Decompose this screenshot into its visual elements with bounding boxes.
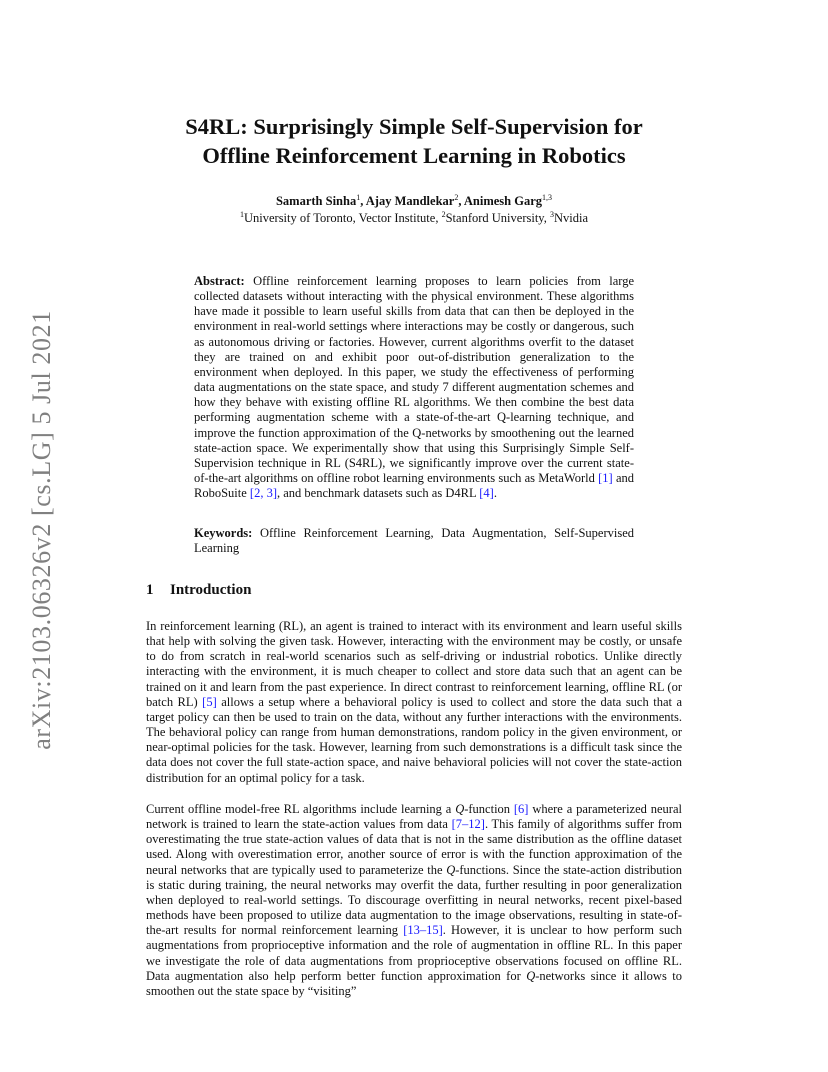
paragraph-text: -functions. Since the state-action distribution is static during training, the neural networks may overfit the data, further resulting in poor generalization when deployed to real-world settings. To discourage overfitting in neural networks, recent pixel-based methods have been proposed to utilize data augmentation to the image observations, resulting in state-of-the-art results for normal reinforcement learning bbox=[146, 862, 682, 938]
citation-link[interactable]: [1] bbox=[598, 471, 613, 486]
affiliation-mark: 3 bbox=[549, 210, 554, 219]
affiliation-text: University of Toronto, Vector Institute, bbox=[243, 211, 442, 225]
author-block bbox=[100, 193, 728, 227]
citation-link[interactable]: [13–15] bbox=[403, 923, 443, 938]
paragraph-text: -networks since it allows to smoothen out the state space by “visiting” bbox=[146, 968, 682, 998]
keywords bbox=[194, 526, 634, 556]
arxiv-identifier: arXiv:2103.06326v2 [cs.LG] 5 Jul 2021 bbox=[27, 310, 57, 750]
affiliation-list bbox=[100, 210, 728, 227]
section-title: Introduction bbox=[170, 582, 252, 598]
paragraph-text: allows a setup where a behavioral policy is used to collect and store the data such that a target policy can then be used to train on the data, without any further interactions with the environments. The behavioral policy can range from human demonstrations, random policy in the given environment, or near-optimal policies for the task. However, learning from such demonstrations is a difficult task since the data does not cover the full state-action space, and naive behavioral policies will not cover the state-action distribution for an optimal policy for a task. bbox=[146, 694, 682, 785]
affiliation-mark: 1 bbox=[239, 210, 244, 219]
citation-link[interactable]: [4] bbox=[479, 486, 494, 501]
paragraph-text: Current offline model-free RL algorithms include learning a bbox=[146, 802, 456, 816]
paragraph-text: In reinforcement learning (RL), an agent is trained to interact with its environment and learn useful skills that help with solving the given task. However, interacting with the environment may be costly, or unsafe to do from scratch in real-world scenarios such as self-driving or industrial robotics. Unlike directly interacting with the environment, it is much cheaper to collect and store data such that an agent can be trained on it and learn from the past experience. In direct contrast to reinforcement learning, offline RL (or batch RL) bbox=[146, 619, 682, 709]
abstract-text: and RoboSuite bbox=[194, 471, 634, 501]
author-name: Ajay Mandlekar bbox=[365, 194, 455, 208]
author-name: Animesh Garg bbox=[463, 194, 543, 208]
abstract-label: Abstract: bbox=[194, 274, 245, 288]
paragraph-text: . However, it is unclear to how perform such augmentations from proprioceptive information and the role of augmentation in offline RL. In this paper we investigate the role of data augmentations from proprioceptive observations focused on offline RL. Data augmentation also help perform better function approximation for bbox=[146, 923, 682, 983]
math-symbol: Q bbox=[455, 802, 465, 816]
intro-paragraph-1 bbox=[146, 619, 682, 786]
keywords-text: Offline Reinforcement Learning, Data Augmentation, Self-Supervised Learning bbox=[194, 526, 635, 556]
author-name: Samarth Sinha bbox=[275, 194, 357, 208]
affiliation-text: Nvidia bbox=[553, 211, 589, 225]
author-affiliation-mark: 1 bbox=[356, 193, 361, 202]
paper-title bbox=[100, 112, 728, 170]
paragraph-text: . This family of algorithms suffer from overestimating the true state-action values of data that is not in the same distribution as the offline dataset used. Along with overestimation error, another source of error is with the function approximation of the neural networks that are typically used to parameterize the bbox=[146, 817, 682, 877]
keywords-label: Keywords: bbox=[194, 526, 253, 540]
section-number: 1 bbox=[146, 582, 154, 598]
title-line-1: S4RL: Surprisingly Simple Self-Supervision for bbox=[185, 114, 643, 139]
paragraph-text: where a parameterized neural network is trained to learn the state-action values from data bbox=[146, 802, 682, 832]
intro-paragraph-2 bbox=[146, 802, 682, 999]
author-affiliation-mark: 1,3 bbox=[542, 193, 553, 202]
citation-link[interactable]: [7–12] bbox=[451, 817, 485, 832]
author-list: Samarth Sinha$^1$, Ajay Mandlekar$^2$, Animesh Garg$^{1,3}$ bbox=[275, 193, 553, 208]
author-affiliation-mark: 2 bbox=[454, 193, 459, 202]
citation-link[interactable]: [5] bbox=[202, 694, 217, 709]
affiliation-text: Stanford University, bbox=[445, 211, 550, 225]
abstract-text: , and benchmark datasets such as D4RL bbox=[277, 486, 480, 501]
math-symbol: Q bbox=[446, 862, 456, 877]
math-symbol: Q bbox=[526, 968, 536, 983]
citation-link[interactable]: [2, 3] bbox=[249, 486, 277, 501]
abstract-text: . bbox=[493, 486, 497, 501]
abstract bbox=[194, 274, 634, 501]
section-heading bbox=[146, 582, 251, 599]
paragraph-text: -function bbox=[464, 802, 514, 816]
title-line-2: Offline Reinforcement Learning in Robotics bbox=[202, 143, 626, 168]
abstract-text: Offline reinforcement learning proposes to learn policies from large collected datasets without interacting with the physical environment. These algorithms have made it possible to learn useful skills from data that can then be deployed in the environment in real-world settings where interactions may be costly or dangerous, such as autonomous driving or factories. However, current algorithms overfit to the dataset they are trained on and exhibit poor out-of-distribution generalization to the environment when deployed. In this paper, we study the effectiveness of performing data augmentations on the state space, and study 7 different augmentation schemes and how they behave with existing offline RL algorithms. We then combine the best data performing augmentation scheme with a state-of-the-art Q-learning technique, and improve the function approximation of the Q-networks by smoothening out the learned state-action space. We experimentally show that using this Surprisingly Simple Self-Supervision technique in RL (S4RL), we significantly improve over the current state-of-the-art algorithms on offline robot learning environments such as MetaWorld bbox=[194, 274, 634, 486]
citation-link[interactable]: [6] bbox=[513, 802, 529, 816]
arxiv-sidebar bbox=[22, 300, 62, 760]
affiliation-mark: 2 bbox=[441, 210, 446, 219]
